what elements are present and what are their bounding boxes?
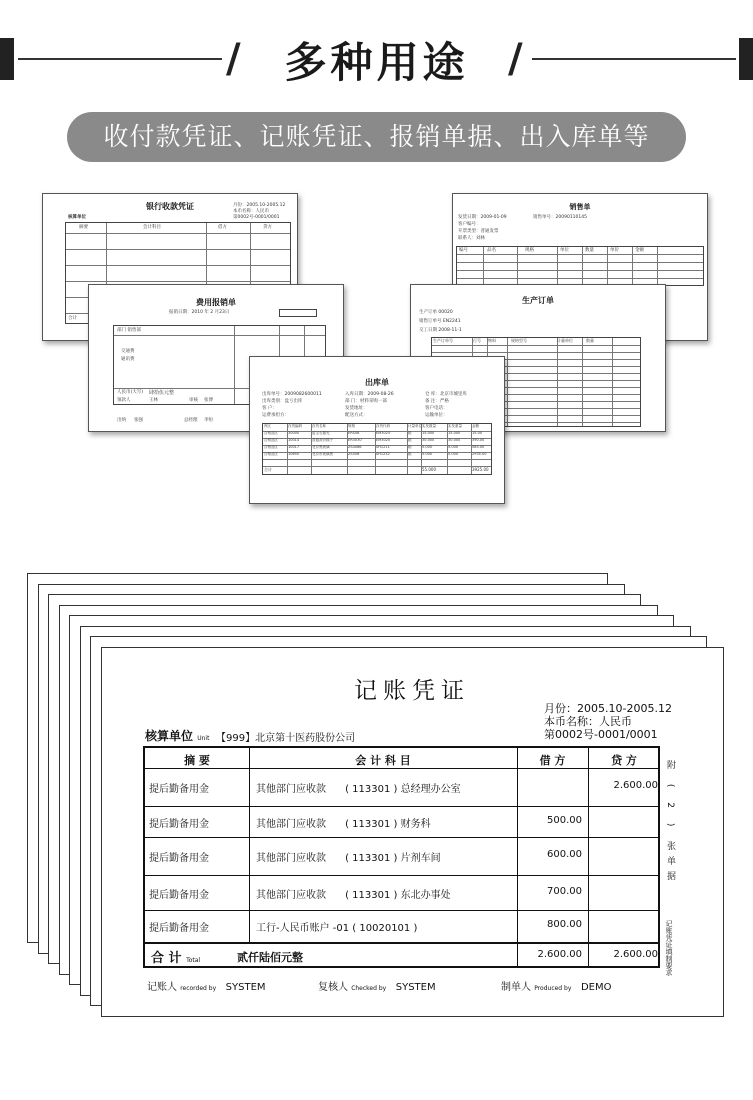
row-debit: 700.00 [547, 886, 582, 897]
outbound-cell: ZS506 [348, 452, 360, 456]
outbound-cell: 箱 [408, 431, 412, 435]
sales-meta-4: 联系人：刘林 [458, 236, 485, 241]
outbound-meta-8: 配送方式： [345, 413, 368, 418]
outbound-cell: 合格品区 [264, 431, 278, 435]
sales-meta-1: 发货日期：2009-01-09 [458, 215, 507, 220]
expense-total-value: 肆拾伍元整 [149, 390, 175, 396]
outbound-meta-3: 客 户： [262, 406, 277, 411]
sales-col-2: 品名 [487, 248, 496, 253]
outbound-cell: 15.000 [448, 431, 461, 435]
outbound-col: 金额 [472, 424, 479, 428]
header-left-slash: / [226, 36, 241, 82]
outbound-meta2-3: 客户电话： [425, 406, 448, 411]
sales-meta-5: 销售单号：20090110145 [533, 215, 587, 220]
outbound-cell: ER3030 [348, 438, 362, 442]
expense-audit-label: 审核 [189, 398, 198, 403]
voucher-period: 月份：2005.10-2005.12 [544, 702, 672, 715]
outbound-cell: EM3025 [376, 431, 391, 435]
expense-title: 费用报销单 [196, 298, 236, 307]
outbound-col: 规格 [348, 424, 355, 428]
expense-item-1: 交通费 [121, 349, 135, 354]
voucher-unit-label: 核算单位 Unit [145, 729, 210, 743]
row-account: 其他部门应收款 ( 113301 ) 东北办事处 [256, 890, 451, 901]
outbound-cell: ZS4086 [348, 445, 362, 449]
row-debit: 800.00 [547, 919, 582, 930]
row-summary: 提后勤备用金 [149, 784, 209, 795]
bank-col-4: 贷方 [263, 225, 272, 230]
outbound-meta2-4: 运输单位： [425, 413, 448, 418]
bank-meta-1: 月份：2005.10-2005.12 [233, 203, 286, 208]
row-account: 其他部门应收款 ( 113301 ) 财务科 [256, 819, 431, 830]
order-col-2: 行号 [473, 338, 481, 343]
row-summary: 提后勤备用金 [149, 853, 209, 864]
bank-footer: 合计 [68, 316, 77, 321]
sales-meta-3: 开票类型：普通发票 [458, 229, 499, 234]
outbound-meta2-2: 备 注：严格 [425, 399, 449, 404]
bank-col-2: 会计科目 [143, 225, 161, 230]
outbound-cell: 10650 [288, 452, 300, 456]
outbound-meta-4: 运费承担方： [262, 413, 289, 418]
outbound-title: 出库单 [365, 378, 389, 387]
order-meta-1: 生产订单 00020 [419, 310, 453, 315]
outbound-cell: 5.000 [422, 452, 433, 456]
expense-item-2: 通讯费 [121, 357, 135, 362]
outbound-meta-6: 部 门：材料采购一部 [345, 399, 387, 404]
row-credit: 2.600.00 [613, 780, 658, 791]
expense-no-box [279, 309, 317, 317]
outbound-cell: 15.000 [422, 431, 435, 435]
outbound-cell: SH1232 [376, 452, 390, 456]
sales-col-4: 单位 [560, 248, 569, 253]
expense-date: 报销日期：2010 年 2 月23日 [169, 310, 230, 315]
outbound-cell: 30000 [288, 431, 300, 435]
expense-audit: 张博 [204, 398, 213, 403]
col-debit: 借 方 [539, 754, 566, 767]
order-meta-2: 销售订单号 EN2241 [419, 319, 461, 324]
outbound-col: 实发数量 [422, 424, 436, 428]
sales-col-1: 编号 [459, 248, 468, 253]
bank-meta-2: 本币名称：人民币 [233, 209, 269, 214]
col-summary: 摘 要 [184, 754, 210, 767]
row-account: 工行-人民币账户 -01 ( 10020101 ) [256, 923, 418, 934]
outbound-cell: 5.000 [422, 445, 433, 449]
sales-col-6: 单价 [610, 248, 619, 253]
outbound-cell: SH1211 [376, 445, 390, 449]
outbound-col: 计量单位 [408, 424, 422, 428]
outbound-col: 存货名称 [312, 424, 326, 428]
expense-sign: 张强 [134, 418, 143, 423]
header-right-line [532, 58, 736, 60]
row-summary: 提后勤备用金 [149, 819, 209, 830]
outbound-cell: 箱 [408, 452, 412, 456]
voucher-unit-value: 【999】北京第十医药股份公司 [216, 733, 356, 744]
total-credit: 2.600.00 [613, 949, 658, 960]
outbound-cell: 合格品区 [264, 445, 278, 449]
outbound-receipt-preview [249, 356, 505, 504]
outbound-cell: 30.000 [448, 438, 461, 442]
col-credit: 贷 方 [611, 754, 637, 767]
row-account: 其他部门应收款 ( 113301 ) 片剂车间 [256, 853, 441, 864]
sales-meta-2: 客户编号： [458, 222, 481, 227]
expense-sign-label: 出纳 [117, 418, 126, 423]
bank-col-1: 摘要 [79, 225, 88, 230]
col-account: 会 计 科 目 [355, 754, 411, 767]
outbound-cell: 箱 [408, 445, 412, 449]
side-note: 记账凭证填制要求 [665, 920, 673, 976]
outbound-meta2-1: 仓 库：北京市城里库 [425, 392, 467, 397]
outbound-cell: 5.000 [448, 445, 459, 449]
outbound-col: 库区 [264, 424, 271, 428]
expense-dept: 部门 销售部 [117, 328, 141, 333]
outbound-cell: 2935.00 [472, 452, 487, 456]
row-summary: 提后勤备用金 [149, 890, 209, 901]
outbound-cell: 合格品区 [264, 438, 278, 442]
outbound-cell: ERS08 [348, 431, 360, 435]
expense-payee-label: 领款人 [117, 398, 131, 403]
voucher-number: 第0002号-0001/0001 [544, 728, 658, 741]
outbound-meta-2: 出库类别：盘亏出库 [262, 399, 303, 404]
order-col-6: 数量 [586, 338, 594, 343]
outbound-cell: 390.00 [472, 438, 485, 442]
header-right-slash: / [508, 36, 523, 82]
voucher-title: 记账凭证 [354, 678, 470, 704]
sig-maker: 制单人 Produced by DEMO [501, 982, 612, 993]
order-title: 生产订单 [522, 296, 554, 305]
outbound-meta-7: 发货地址： [345, 406, 368, 411]
outbound-total-amt: 3925.00 [472, 467, 489, 472]
outbound-cell: 普通高价梯子 [312, 438, 333, 442]
header-right-block [739, 38, 753, 80]
bank-meta-3: 第0002号-0001/0001 [233, 215, 280, 220]
row-debit: 600.00 [547, 849, 582, 860]
outbound-cell: 30.000 [422, 438, 435, 442]
order-meta-3: 交工日期 2008-11-1 [419, 328, 462, 333]
total-label: 合 计 Total [151, 951, 201, 966]
subtitle-banner: 收付款凭证、记账凭证、报销单据、出入库单等 [67, 112, 686, 162]
outbound-cell: 585.00 [472, 445, 485, 449]
expense-payee: 王林 [149, 398, 158, 403]
outbound-cell: 箱 [408, 438, 412, 442]
total-debit: 2.600.00 [537, 949, 582, 960]
outbound-cell: 5.000 [448, 452, 459, 456]
expense-total-label: 人民币(大写) [117, 390, 144, 395]
expense-approve: 李恒 [204, 418, 213, 423]
sig-checker: 复核人 Checked by SYSTEM [318, 982, 436, 993]
sales-col-3: 规格 [525, 248, 534, 253]
order-col-1: 生产订单号 [433, 338, 453, 343]
page-title: 多种用途 [284, 38, 469, 87]
sales-col-5: 数量 [585, 248, 594, 253]
order-col-3: 物料 [488, 338, 496, 343]
outbound-col: 实发重量 [448, 424, 462, 428]
bank-col-3: 借方 [218, 225, 227, 230]
side-attachments: 附 ( 2 ) 张单据 [665, 760, 675, 887]
sales-title: 销售单 [569, 203, 591, 211]
outbound-cell: 15.00 [472, 431, 483, 435]
outbound-cell: EM3020 [376, 438, 391, 442]
outbound-cell: 北京市玻璃黑 [312, 452, 333, 456]
outbound-col: 存货代码 [376, 424, 390, 428]
outbound-cell: 合格品区 [264, 452, 278, 456]
row-summary: 提后勤备用金 [149, 923, 209, 934]
sig-bookkeeper: 记账人 recorded by SYSTEM [147, 982, 266, 993]
expense-approve-label: 总经理 [184, 418, 198, 423]
outbound-meta-5: 入库日期：2009-08-26 [345, 392, 394, 397]
sales-col-7: 金额 [635, 248, 644, 253]
row-debit: 500.00 [547, 815, 582, 826]
outbound-total-label: 合计 [264, 467, 272, 472]
order-col-5: 计量单位 [557, 338, 573, 343]
total-words: 贰仟陆佰元整 [237, 951, 303, 964]
outbound-cell: 10017 [288, 445, 300, 449]
outbound-col: 存货编码 [288, 424, 302, 428]
row-account: 其他部门应收款 ( 113301 ) 总经理办公室 [256, 784, 461, 795]
outbound-cell: 北京黑玻璃 [312, 445, 330, 449]
order-col-4: 规格型号 [511, 338, 527, 343]
bank-unit: 核算单位 [68, 215, 86, 220]
voucher-table [143, 746, 660, 968]
voucher-currency: 本币名称：人民币 [544, 715, 632, 728]
outbound-meta-1: 出库单号：2009082600011 [262, 392, 322, 397]
outbound-cell: 蓝宝石激光 [312, 431, 330, 435]
outbound-cell: 10014 [288, 438, 300, 442]
bank-title: 银行收款凭证 [146, 202, 194, 211]
outbound-total-qty: 55.000 [422, 467, 436, 472]
